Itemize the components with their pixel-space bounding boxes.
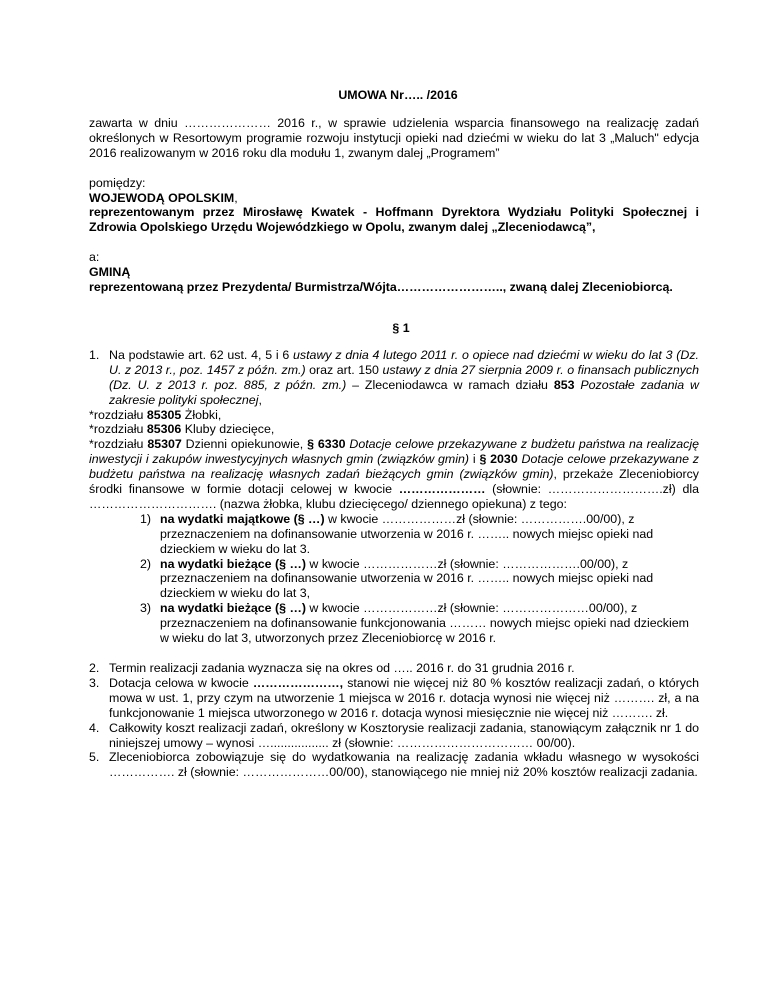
expense-item-current-creation: 2) na wydatki bieżące (§ …) w kwocie ………………zł (słownie: ……………….00/00), z przeznaczeniem na dofinansowanie utworzenia w 2016 r. …….. nowych miejsc opieki nad dzieckiem w wieku do lat 3, (140, 556, 654, 601)
clause-5: 5. Zleceniobiorca zobowiązuje się do wydatkowania na realizację zadania wkładu własnego w wysokości ……………. zł (słownie: …………………00/00), stanowiącego nie mniej niż 20% kosztów realizacji zadania. (89, 750, 699, 780)
document-page (89, 88, 699, 780)
contract-title: UMOWA Nr….. /2016 (338, 88, 458, 102)
expense-item-capital: 1) na wydatki majątkowe (§ …) w kwocie ………………zł (słownie: …………….00/00), z przeznaczeniem na dofinansowanie utworzenia w 2016 r. …….. nowych miejsc opieki nad dzieckiem w wieku do lat 3. (140, 511, 654, 556)
party-beneficiary (89, 250, 699, 295)
contractor-name-line: WOJEWODĄ OPOLSKIM, (89, 190, 238, 205)
section-heading: § 1 (392, 320, 410, 335)
beneficiary-representation: reprezentowaną przez Prezydenta/ Burmistrza/Wójta…………………….., zwaną dalej Zleceniobiorcą. (89, 280, 673, 295)
chapter-85307: *rozdziału 85307 Dzienni opiekunowie, § 6330 Dotacje celowe przekazywane z budżetu państwa na realizację inwestycji i zakupów inwestycyjnych własnych gmin (związków gmin) i § 2030 Dotacje celowe przekazywane z budżetu państwa na realizację własnych zadań bieżących gmin (związków gmin), przekaże Zleceniobiorcy środki finansowe w formie dotacji celowej w kwocie ………………… (słownie: ……………………….zł) dla …………………………. (nazwa żłobka, klubu dziecięcego/ dziennego opiekuna) z tego: (89, 437, 699, 511)
clauses-list-continued (89, 661, 699, 780)
expense-list (89, 512, 699, 646)
clause-1: 1. Na podstawie art. 62 ust. 4, 5 i 6 ustawy z dnia 4 lutego 2011 r. o opiece nad dziećmi w wieku do lat 3 (Dz. U. z 2013 r., poz. 1457 z późn. zm.) oraz art. 150 ustawy z dnia 27 sierpnia 2009 r. o finansach publicznych (Dz. U. z 2013 r. poz. 885, z późn. zm.) – Zleceniodawca w ramach działu 853 Pozostałe zadania w zakresie polityki społecznej, (89, 347, 700, 407)
chapter-85305: *rozdziału 85305 Żłobki, (89, 407, 222, 422)
clause-3: 3. Dotacja celowa w kwocie …………………, stanowi nie więcej niż 80 % kosztów realizacji zadań, o których mowa w ust. 1, przy czym na utworzenie 1 miejsca w 2016 r. dotacja wynosi nie więcej niż ………. zł, a na funkcjonowanie 1 miejsca utworzonego w 2016 r. dotacja wynosi miesięcznie nie więcej niż ………. zł. (89, 675, 699, 720)
contractor-representation: reprezentowanym przez Mirosławę Kwatek - Hoffmann Dyrektora Wydziału Polityki Społecznej i Zdrowia Opolskiego Urzędu Wojewódzkiego w Opolu, zwanym dalej „Zleceniodawcą”, (89, 205, 699, 235)
clauses-list (89, 348, 699, 408)
clause-4: 4. Całkowity koszt realizacji zadań, określony w Kosztorysie realizacji zadania, stanowiącym załącznik nr 1 do niniejszej umowy – wynosi …................. zł (słownie: …………………………… 00/00). (89, 720, 699, 750)
and-label: a: (89, 250, 100, 265)
expense-item-current-operation: 3) na wydatki bieżące (§ …) w kwocie ………………zł (słownie: …………………00/00), z przeznaczeniem na dofinansowanie funkcjonowania ……… nowych miejsc opieki nad dzieckiem w wieku do lat 3, utworzonych przez Zleceniobiorcę w 2016 r. (140, 601, 689, 646)
contractor-name: WOJEWODĄ OPOLSKIM (89, 190, 235, 205)
chapter-85306: *rozdziału 85306 Kluby dziecięce, (89, 422, 275, 437)
party-contractor (89, 176, 699, 236)
beneficiary-name: GMINĄ (89, 265, 131, 280)
intro-paragraph: zawarta w dniu ………………… 2016 r., w sprawie udzielenia wsparcia finansowego na realizację zadań określonych w Resortowym programie rozwoju instytucji opieki nad dziećmi w wieku do lat 3 „Maluch" edycja 2016 realizowanym w 2016 roku dla modułu 1, zwanym dalej „Programem” (89, 115, 699, 160)
between-label: pomiędzy: (89, 175, 146, 190)
clause-2: 2. Termin realizacji zadania wyznacza się na okres od ….. 2016 r. do 31 grudnia 2016 r. (89, 661, 575, 675)
